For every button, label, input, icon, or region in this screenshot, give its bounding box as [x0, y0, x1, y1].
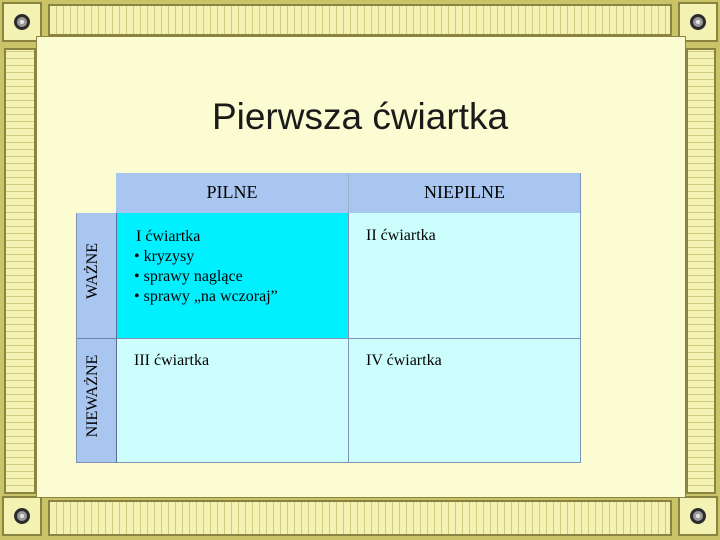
- ring-icon: [14, 508, 30, 524]
- quadrant-1-cell: [116, 213, 348, 338]
- frame-top-bar: [48, 4, 672, 36]
- grid-line-inner-left: [116, 213, 117, 463]
- row-header-divider: [76, 338, 116, 339]
- grid-line-right: [580, 173, 581, 463]
- slide-title: Pierwsza ćwiartka: [211, 96, 509, 137]
- grid-line-left: [76, 213, 77, 463]
- ring-icon: [690, 14, 706, 30]
- quadrant-1-heading: I ćwiartka: [136, 228, 201, 245]
- frame-bottom-bar: [48, 500, 672, 536]
- ring-icon: [690, 508, 706, 524]
- column-header-not-urgent: NIEPILNE: [424, 182, 505, 202]
- quadrant-1-item: • sprawy „na wczoraj”: [134, 288, 278, 305]
- corner-bottom-right: [678, 496, 718, 536]
- grid-line-vertical: [348, 213, 349, 463]
- quadrant-4-cell: [348, 338, 581, 463]
- ring-icon: [14, 14, 30, 30]
- quadrant-1-item: • sprawy naglące: [134, 268, 243, 285]
- quadrant-3-heading: III ćwiartka: [134, 352, 210, 369]
- quadrant-2-heading: II ćwiartka: [366, 227, 436, 244]
- quadrant-2-cell: [348, 213, 581, 338]
- quadrant-3-cell: [116, 338, 348, 463]
- row-header-important: WAŻNE: [84, 243, 101, 299]
- row-header-not-important: NIEWAŻNE: [84, 354, 101, 438]
- column-header-urgent: PILNE: [206, 182, 258, 202]
- quadrant-4-heading: IV ćwiartka: [366, 352, 442, 369]
- quadrant-1-item: • kryzysy: [134, 248, 195, 265]
- grid-line-bottom: [76, 462, 581, 463]
- corner-bottom-left: [2, 496, 42, 536]
